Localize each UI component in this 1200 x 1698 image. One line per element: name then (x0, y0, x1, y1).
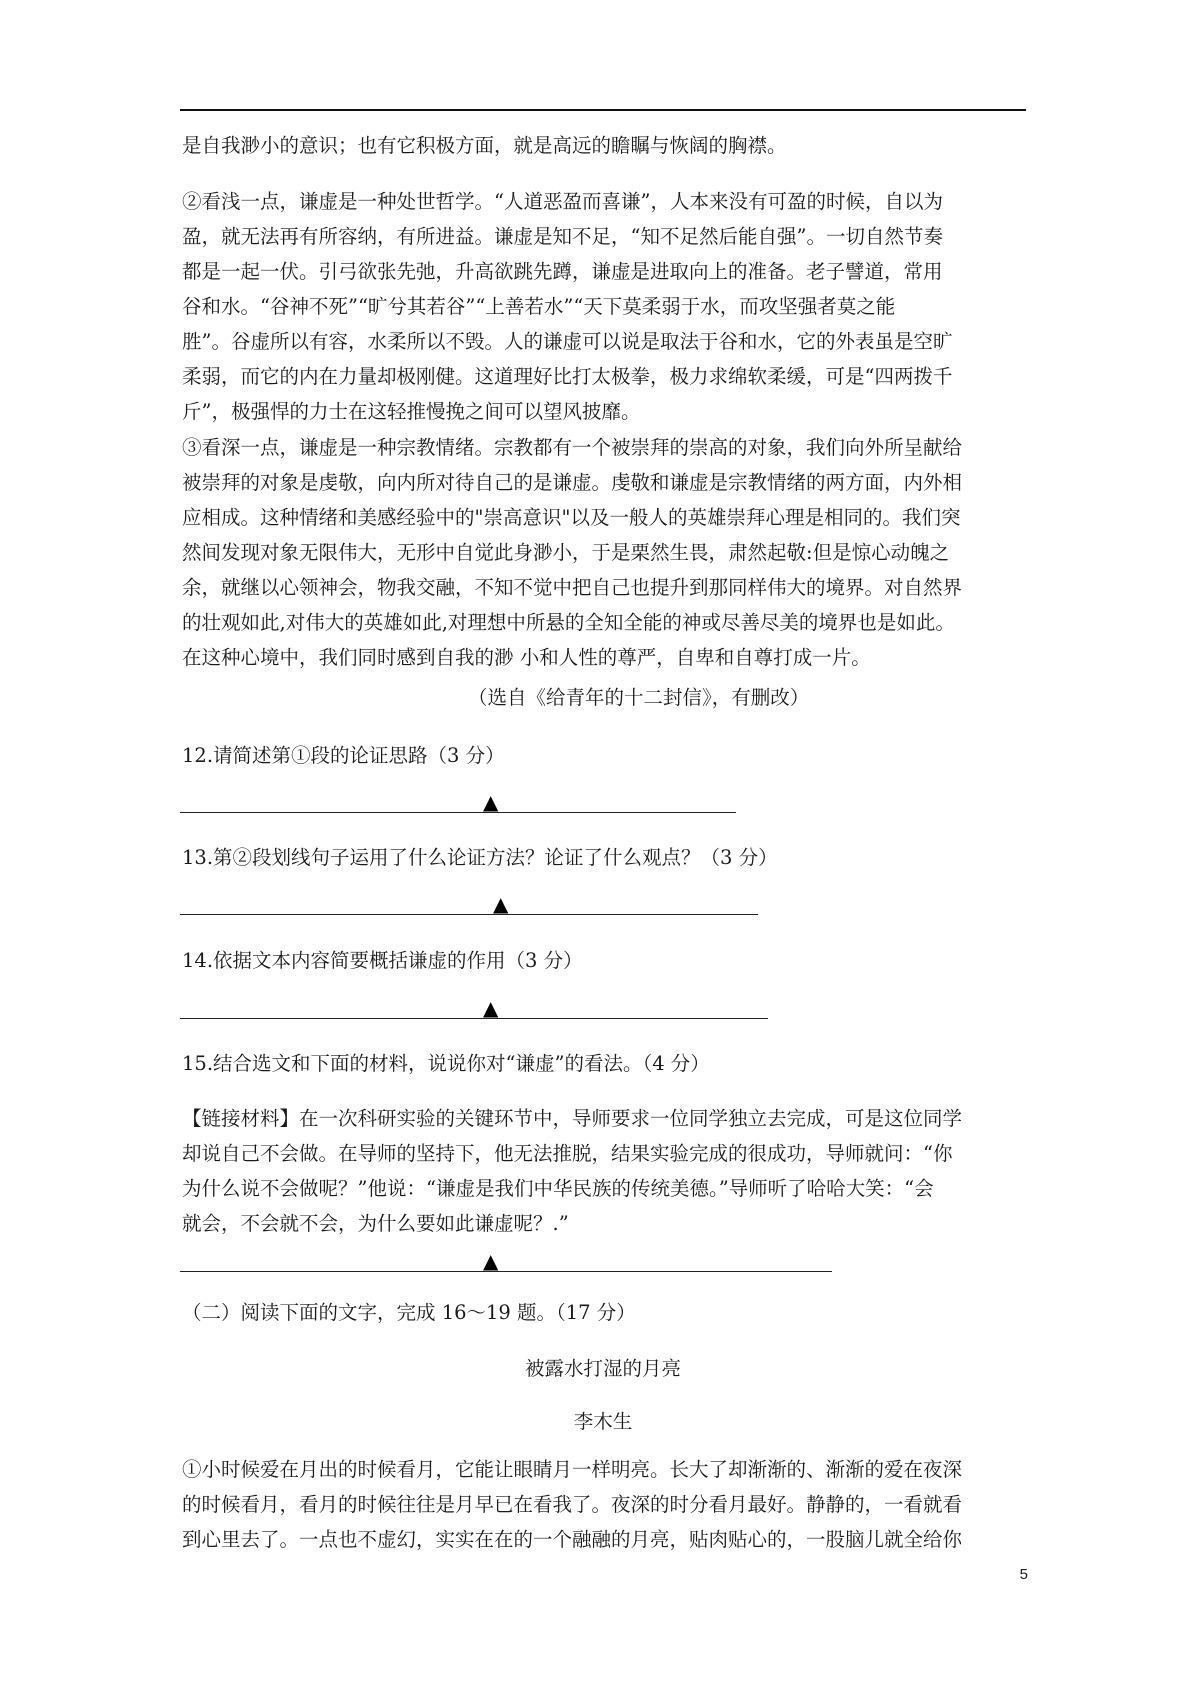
question-text: 14.依据文本内容简要概括谦虚的作用（3 分） (182, 949, 583, 972)
text-line: 柔弱，而它的内在力量却极刚健。这道理好比打太极拳，极力求绵软柔缓，可是“四两拨千 (182, 365, 953, 388)
text-line: 应相成。这种情绪和美感经验中的"崇高意识"以及一般人的英雄崇拜心理是相同的。我们突 (182, 506, 961, 529)
text-line: 是自我渺小的意识；也有它积极方面，就是高远的瞻瞩与恢阔的胸襟。 (182, 134, 787, 157)
source-text: （选自《给青年的十二封信》，有删改） (468, 686, 810, 709)
question-14 (182, 943, 1028, 978)
question-text: 15.结合选文和下面的材料，说说你对“谦虚”的看法。（4 分） (182, 1052, 710, 1075)
question-13 (182, 840, 1028, 875)
text-line: 盈，就无法再有所容纳，有所进益。谦虚是知不足，“知不足然后能自强”。一切自然节奏 (182, 225, 943, 248)
source-citation (468, 680, 948, 715)
text-line: 【链接材料】在一次科研实验的关键环节中，导师要求一位同学独立去完成，可是这位同学 (182, 1107, 963, 1130)
linked-material (182, 1101, 1028, 1241)
article-author (180, 1404, 1026, 1439)
text-line: 然间发现对象无限伟大，无形中自觉此身渺小，于是栗然生畏，肃然起敬:但是惊心动魄之 (182, 541, 950, 564)
text-line: 却说自己不会做。在导师的坚持下，他无法推脱，结果实验完成的很成功，导师就问：“你 (182, 1142, 953, 1165)
question-text: 13.第②段划线句子运用了什么论证方法？论证了什么观点？（3 分） (182, 846, 778, 869)
page-number: 5 (1019, 1566, 1028, 1583)
text-line: 胜”。谷虚所以有容，水柔所以不毁。人的谦虚可以说是取法于谷和水，它的外表虽是空旷 (182, 330, 953, 353)
triangle-marker-icon: ▲ (483, 1249, 499, 1273)
text-line: 都是一起一伏。引弓欲张先弛，升高欲跳先蹲，谦虚是进取向上的准备。老子譬道，常用 (182, 260, 943, 283)
header-rule (180, 109, 1026, 111)
text-line: 到心里去了。一点也不虚幻，实实在在的一个融融的月亮，贴肉贴心的，一股脑儿就全给你 (182, 1528, 963, 1551)
text-line: ②看浅一点，谦虚是一种处世哲学。“人道恶盈而喜谦”，人本来没有可盈的时候，自以为 (182, 190, 943, 213)
passage-tail (182, 128, 1028, 163)
text-line: 谷和水。“谷神不死”“旷兮其若谷”“上善若水”“天下莫柔弱于水，而攻坚强者莫之能 (182, 295, 896, 318)
text-line: 的壮观如此,对伟大的英雄如此,对理想中所悬的全知全能的神或尽善尽美的境界也是如此。 (182, 611, 955, 634)
paragraph-2 (182, 184, 1028, 429)
section-2-heading (182, 1295, 1028, 1330)
article-paragraph-1 (182, 1452, 1028, 1557)
text-line: 被崇拜的对象是虔敬，向内所对待自己的是谦虚。虔敬和谦虚是宗教情绪的两方面，内外相 (182, 471, 963, 494)
title-text: 被露水打湿的月亮 (524, 1357, 681, 1380)
question-15 (182, 1046, 1028, 1081)
text-line: 的时候看月，看月的时候往往是月早已在看我了。夜深的时分看月最好。静静的，一看就看 (182, 1493, 963, 1516)
answer-line-15 (180, 1271, 832, 1272)
text-line: 在这种心境中，我们同时感到自我的渺 小和人性的尊严，自卑和自尊打成一片。 (182, 646, 871, 669)
paragraph-3 (182, 430, 1028, 675)
question-12 (182, 738, 1028, 773)
text-line: 为什么说不会做呢？”他说：“谦虚是我们中华民族的传统美德。”导师听了哈哈大笑：“会 (182, 1177, 934, 1200)
section-heading-text: （二）阅读下面的文字，完成 16～19 题。（17 分） (182, 1301, 636, 1324)
answer-line-12 (180, 812, 736, 813)
triangle-marker-icon: ▲ (493, 892, 509, 916)
triangle-marker-icon: ▲ (483, 790, 499, 814)
text-line: 斤”，极强悍的力士在这轻推慢挽之间可以望风披靡。 (182, 400, 641, 423)
text-line: ③看深一点，谦虚是一种宗教情绪。宗教都有一个被崇拜的崇高的对象，我们向外所呈献给 (182, 436, 963, 459)
answer-line-14 (180, 1018, 768, 1019)
author-text: 李木生 (573, 1410, 633, 1433)
triangle-marker-icon: ▲ (483, 996, 499, 1020)
answer-line-13 (180, 914, 758, 915)
text-line: ①小时候爱在月出的时候看月，它能让眼睛月一样明亮。长大了却渐渐的、渐渐的爱在夜深 (182, 1458, 963, 1481)
text-line: 就会，不会就不会，为什么要如此谦虚呢？.” (182, 1212, 569, 1235)
text-line: 余，就继以心领神会，物我交融，不知不觉中把自己也提升到那同样伟大的境界。对自然界 (182, 576, 963, 599)
article-title (180, 1351, 1026, 1386)
question-text: 12.请简述第①段的论证思路（3 分） (182, 744, 505, 767)
